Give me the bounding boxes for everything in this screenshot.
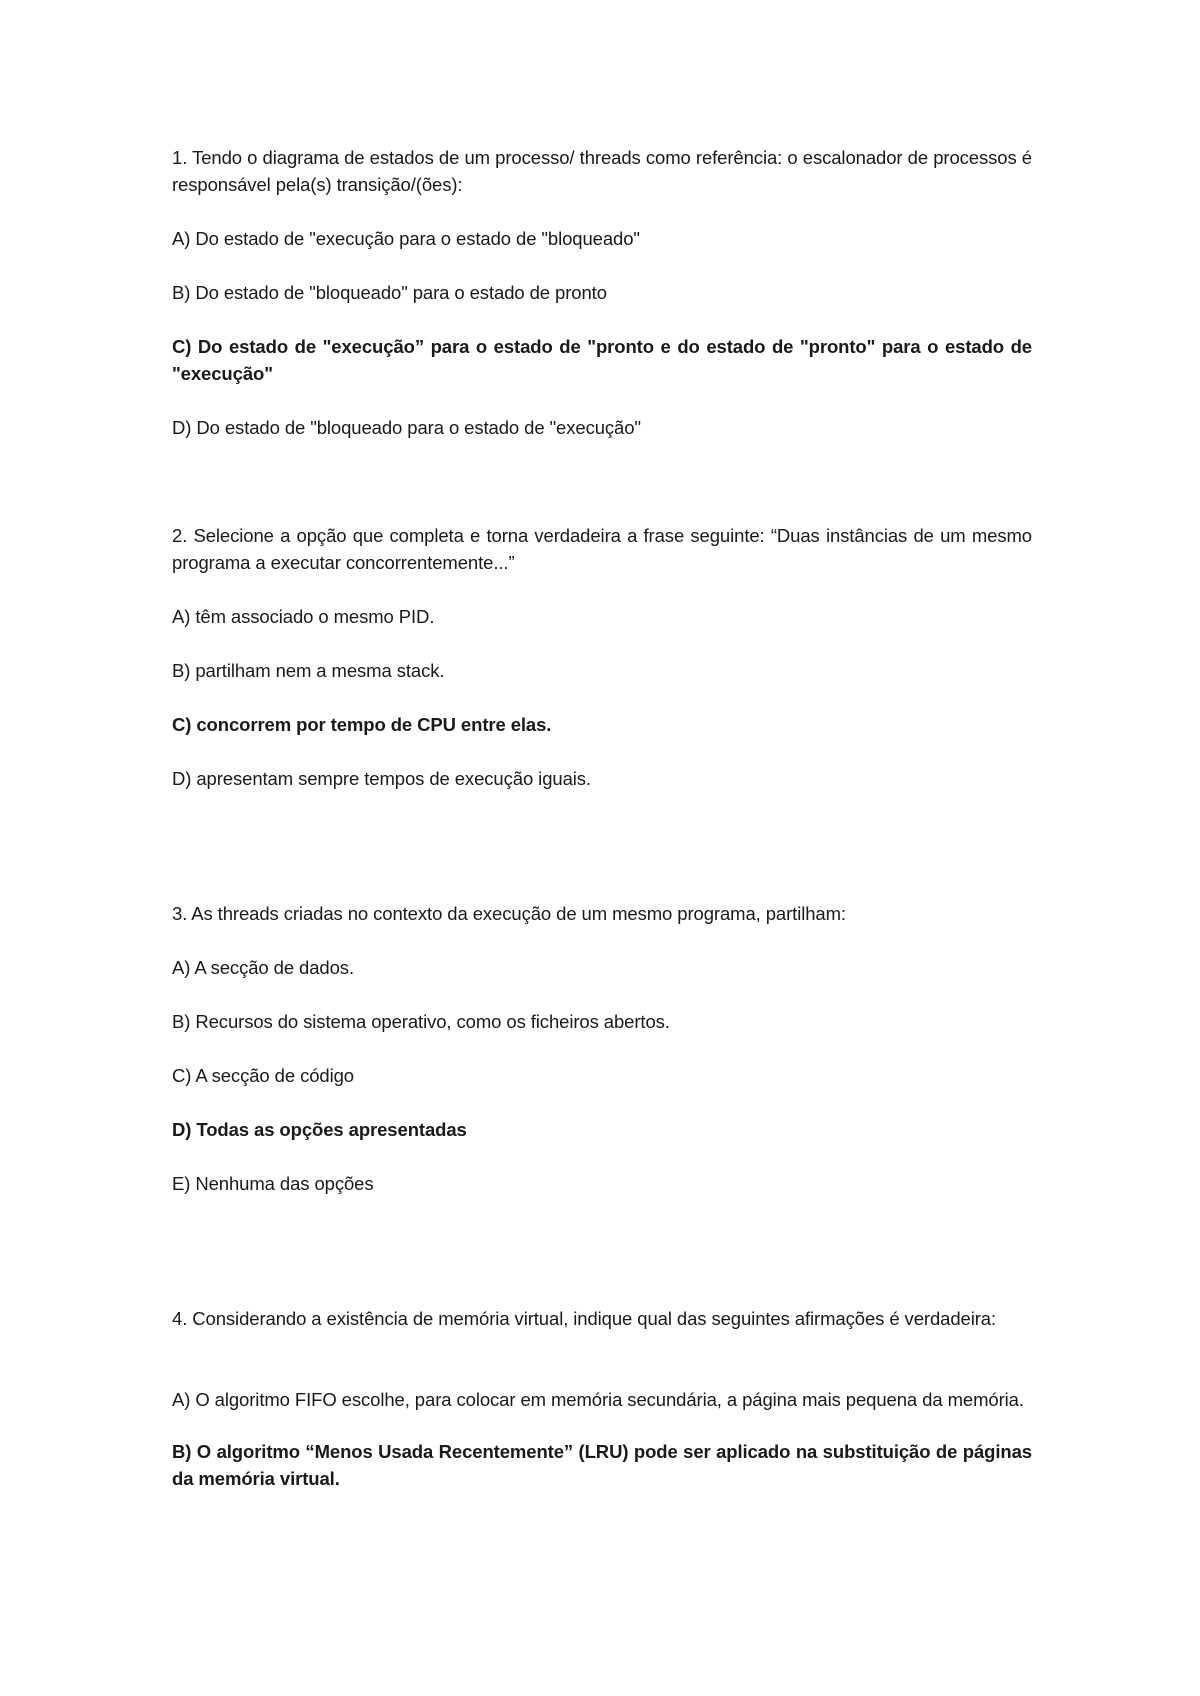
question-2-prompt: 2. Selecione a opção que completa e torna verdadeira a frase seguinte: “Duas instâncias de um mesmo programa a executar concorrentemente...” [172,525,1032,573]
question-1-option-a: A) Do estado de "execução para o estado de "bloqueado" [172,228,640,249]
question-3-option-e: E) Nenhuma das opções [172,1173,374,1194]
question-3-option-b: B) Recursos do sistema operativo, como os ficheiros abertos. [172,1011,670,1032]
question-2-option-b: B) partilham nem a mesma stack. [172,660,445,681]
question-1-option-d: D) Do estado de "bloqueado para o estado de "execução" [172,417,641,438]
question-2-option-d: D) apresentam sempre tempos de execução iguais. [172,768,591,789]
question-3-prompt: 3. As threads criadas no contexto da execução de um mesmo programa, partilham: [172,903,846,924]
question-1-prompt: 1. Tendo o diagrama de estados de um processo/ threads como referência: o escalonador de processos é responsável pela(s) transição/(ões): [172,147,1032,195]
question-4-prompt: 4. Considerando a existência de memória virtual, indique qual das seguintes afirmações é verdadeira: [172,1308,997,1329]
question-4-option-a: A) O algoritmo FIFO escolhe, para colocar em memória secundária, a página mais pequena da memória. [172,1389,1024,1410]
question-2-option-a: A) têm associado o mesmo PID. [172,606,435,627]
question-4-option-b: B) O algoritmo “Menos Usada Recentemente” (LRU) pode ser aplicado na substituição de páginas da memória virtual. [172,1441,1032,1489]
question-1-option-b: B) Do estado de "bloqueado" para o estado de pronto [172,282,607,303]
question-3-option-a: A) A secção de dados. [172,957,354,978]
question-3-option-c: C) A secção de código [172,1065,354,1086]
question-3-option-d: D) Todas as opções apresentadas [172,1119,467,1140]
question-2-option-c: C) concorrem por tempo de CPU entre elas. [172,714,552,735]
question-1-option-c: C) Do estado de "execução” para o estado de "pronto e do estado de "pronto" para o estado de "execução" [172,336,1032,384]
document-body [172,144,1032,1492]
